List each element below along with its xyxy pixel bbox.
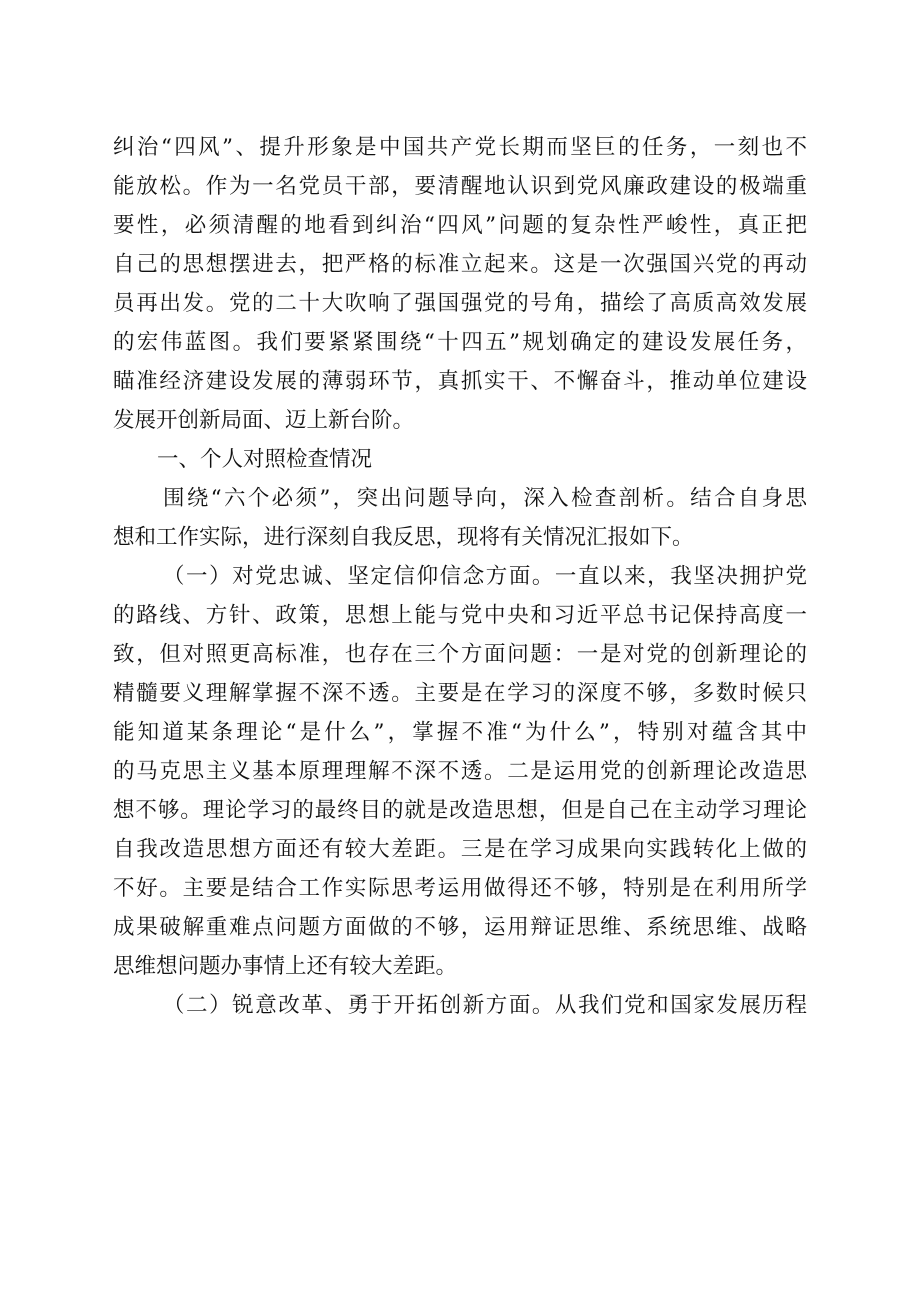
paragraph-summary <box>113 479 807 557</box>
text-line: 自我改造思想方面还有较大差距。三是在学习成果向实践转化上做的 <box>113 837 807 862</box>
text-line: 致，但对照更高标准，也存在三个方面问题：一是对党的创新理论的 <box>113 642 807 667</box>
text-line: 想和工作实际，进行深刻自我反思，现将有关情况汇报如下。 <box>113 525 694 550</box>
text-line: 员再出发。党的二十大吹响了强国强党的号角，描绘了高质高效发展 <box>113 291 807 316</box>
text-line: 纠治“四风”、提升形象是中国共产党长期而坚巨的任务，一刻也不 <box>113 135 807 160</box>
text-line: （二）锐意改革、勇于开拓创新方面。从我们党和国家发展历程 <box>163 993 807 1018</box>
text-line: 的马克思主义基本原理理解不深不透。二是运用党的创新理论改造思 <box>113 759 807 784</box>
text-line: 成果破解重难点问题方面做的不够，运用辩证思维、系统思维、战略 <box>113 915 807 940</box>
text-line: 要性，必须清醒的地看到纠治“四风”问题的复杂性严峻性，真正把 <box>113 213 807 238</box>
text-line: 的路线、方针、政策，思想上能与党中央和习近平总书记保持高度一 <box>113 603 807 628</box>
paragraph-section-one <box>113 557 807 986</box>
text-line: 思维想问题办事情上还有较大差距。 <box>113 954 458 979</box>
heading-text: 一、个人对照检查情况 <box>157 447 373 472</box>
text-line: 的宏伟蓝图。我们要紧紧围绕“十四五”规划确定的建设发展任务， <box>113 330 807 355</box>
text-line: 瞄准经济建设发展的薄弱环节，真抓实干、不懈奋斗，推动单位建设 <box>113 369 807 394</box>
paragraph-intro <box>113 128 807 440</box>
section-heading <box>113 440 807 479</box>
text-line: 能放松。作为一名党员干部，要清醒地认识到党风廉政建设的极端重 <box>113 174 807 199</box>
text-line: 能知道某条理论“是什么”，掌握不准“为什么”，特别对蕴含其中 <box>113 720 807 745</box>
text-line: 精髓要义理解掌握不深不透。主要是在学习的深度不够，多数时候只 <box>113 681 807 706</box>
text-line: 发展开创新局面、迈上新台阶。 <box>113 408 415 433</box>
text-line: 自己的思想摆进去，把严格的标准立起来。这是一次强国兴党的再动 <box>113 252 807 277</box>
text-line: 围绕“六个必须”，突出问题导向，深入检查剖析。结合自身思 <box>163 486 807 511</box>
text-line: 不好。主要是结合工作实际思考运用做得还不够，特别是在利用所学 <box>113 876 807 901</box>
text-line: 想不够。理论学习的最终目的就是改造思想，但是自己在主动学习理论 <box>113 798 807 823</box>
text-line: （一）对党忠诚、坚定信仰信念方面。一直以来，我坚决拥护党 <box>163 564 807 589</box>
document-body <box>113 128 807 1025</box>
paragraph-section-two <box>113 986 807 1025</box>
